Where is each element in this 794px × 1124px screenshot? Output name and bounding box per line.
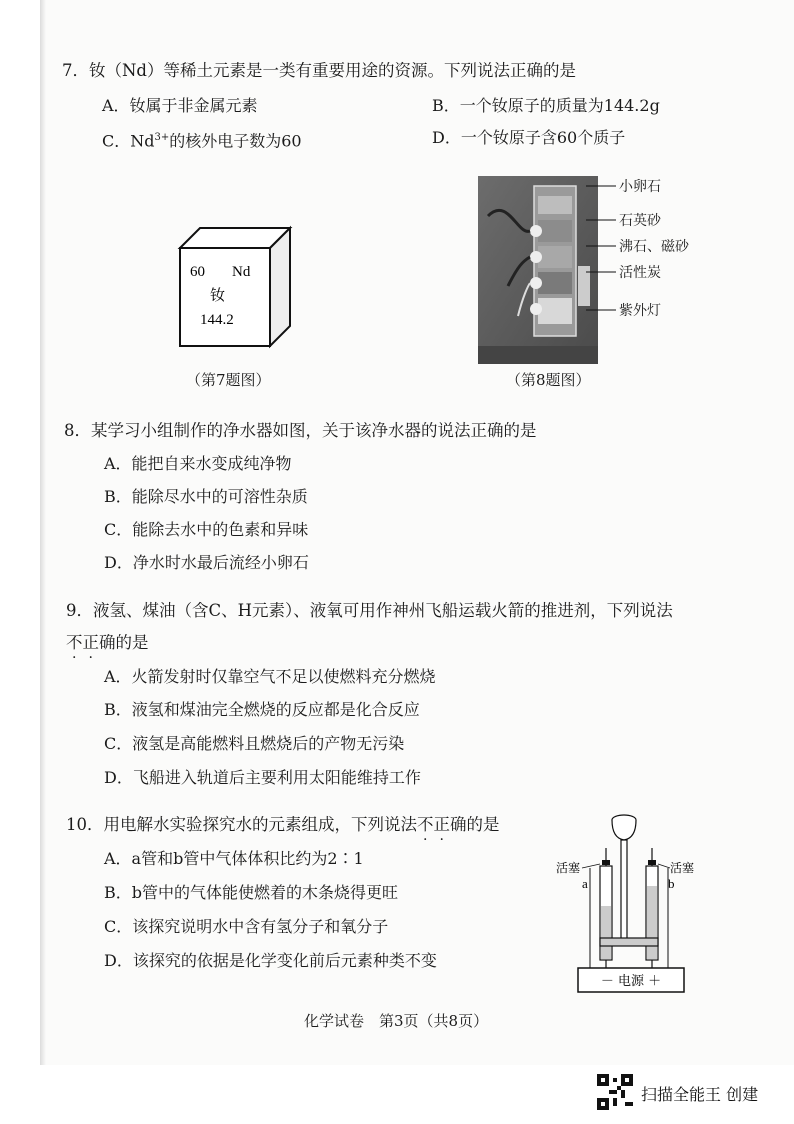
q10-option-d: D．该探究的依据是化学变化前后元素种类不变 <box>104 951 437 970</box>
q9-option-c: C．液氢是高能燃料且燃烧后的产物无污染 <box>104 734 405 753</box>
cube-atomic-number: 60 <box>190 264 205 280</box>
cube-atomic-mass: 144.2 <box>200 312 234 328</box>
q10-option-a: A．a管和b管中气体体积比约为2∶1 <box>104 849 364 868</box>
page-footer: 化学试卷 第3页（共8页） <box>304 1012 489 1030</box>
q8-label-uv-lamp: 紫外灯 <box>619 303 661 319</box>
scan-edge-shadow <box>40 0 46 1065</box>
q9-option-d: D．飞船进入轨道后主要利用太阳能维持工作 <box>104 768 421 787</box>
q10-valve-left-label: 活塞 <box>556 861 581 875</box>
q8-option-d: D．净水时水最后流经小卵石 <box>104 553 309 572</box>
scanner-brand-text: 扫描全能王 创建 <box>641 1085 759 1104</box>
q8-label-zeolite: 沸石、磁砂 <box>619 239 689 255</box>
qr-code-icon <box>597 1074 633 1110</box>
q9-stem-line2: 不正确的是 <box>66 633 149 652</box>
q8-caption: （第8题图） <box>506 371 591 389</box>
q10-option-b: B．b管中的气体能使燃着的木条烧得更旺 <box>104 883 399 902</box>
q7-option-c: C．$Nd^{3+}$的核外电子数为60 <box>102 131 302 151</box>
q9-option-b: B．液氢和煤油完全燃烧的反应都是化合反应 <box>104 700 420 719</box>
q10-option-c: C．该探究说明水中含有氢分子和氧分子 <box>104 917 389 936</box>
q7-stem: 7．钕（Nd）等稀土元素是一类有重要用途的资源。下列说法正确的是 <box>62 61 576 80</box>
q7-caption: （第7题图） <box>186 371 271 389</box>
q7-option-d: D．一个钕原子含60个质子 <box>432 128 626 147</box>
q8-stem: 8．某学习小组制作的净水器如图，关于该净水器的说法正确的是 <box>64 421 537 440</box>
q10-tube-b-label: b <box>668 876 675 891</box>
q7-element-cube <box>176 222 296 350</box>
cube-element-name: 钕 <box>210 286 226 304</box>
q10-valve-right-label: 活塞 <box>670 861 695 875</box>
q10-electrolysis-apparatus <box>552 808 712 996</box>
q7-option-b: B．一个钕原子的质量为144.2g <box>432 96 660 115</box>
q7-option-a: A．钕属于非金属元素 <box>102 96 258 115</box>
q8-option-b: B．能除尽水中的可溶性杂质 <box>104 487 308 506</box>
q10-tube-a-label: a <box>582 876 588 891</box>
q8-option-c: C．能除去水中的色素和异味 <box>104 520 309 539</box>
q10-power-label: － 电源 ＋ <box>600 974 662 989</box>
q8-label-quartz-sand: 石英砂 <box>619 213 661 229</box>
q8-option-a: A．能把自来水变成纯净物 <box>104 454 292 473</box>
q8-purifier-photo <box>478 176 598 364</box>
cube-symbol: Nd <box>232 264 251 280</box>
q9-option-a: A．火箭发射时仅靠空气不足以使燃料充分燃烧 <box>104 667 436 686</box>
q8-label-pebbles: 小卵石 <box>619 179 661 195</box>
q8-label-activated-carbon: 活性炭 <box>619 265 661 281</box>
q10-stem: 10．用电解水实验探究水的元素组成，下列说法不正确的是 <box>66 815 500 834</box>
q9-stem-line1: 9．液氢、煤油（含C、H元素）、液氧可用作神州飞船运载火箭的推进剂，下列说法 <box>66 601 673 620</box>
